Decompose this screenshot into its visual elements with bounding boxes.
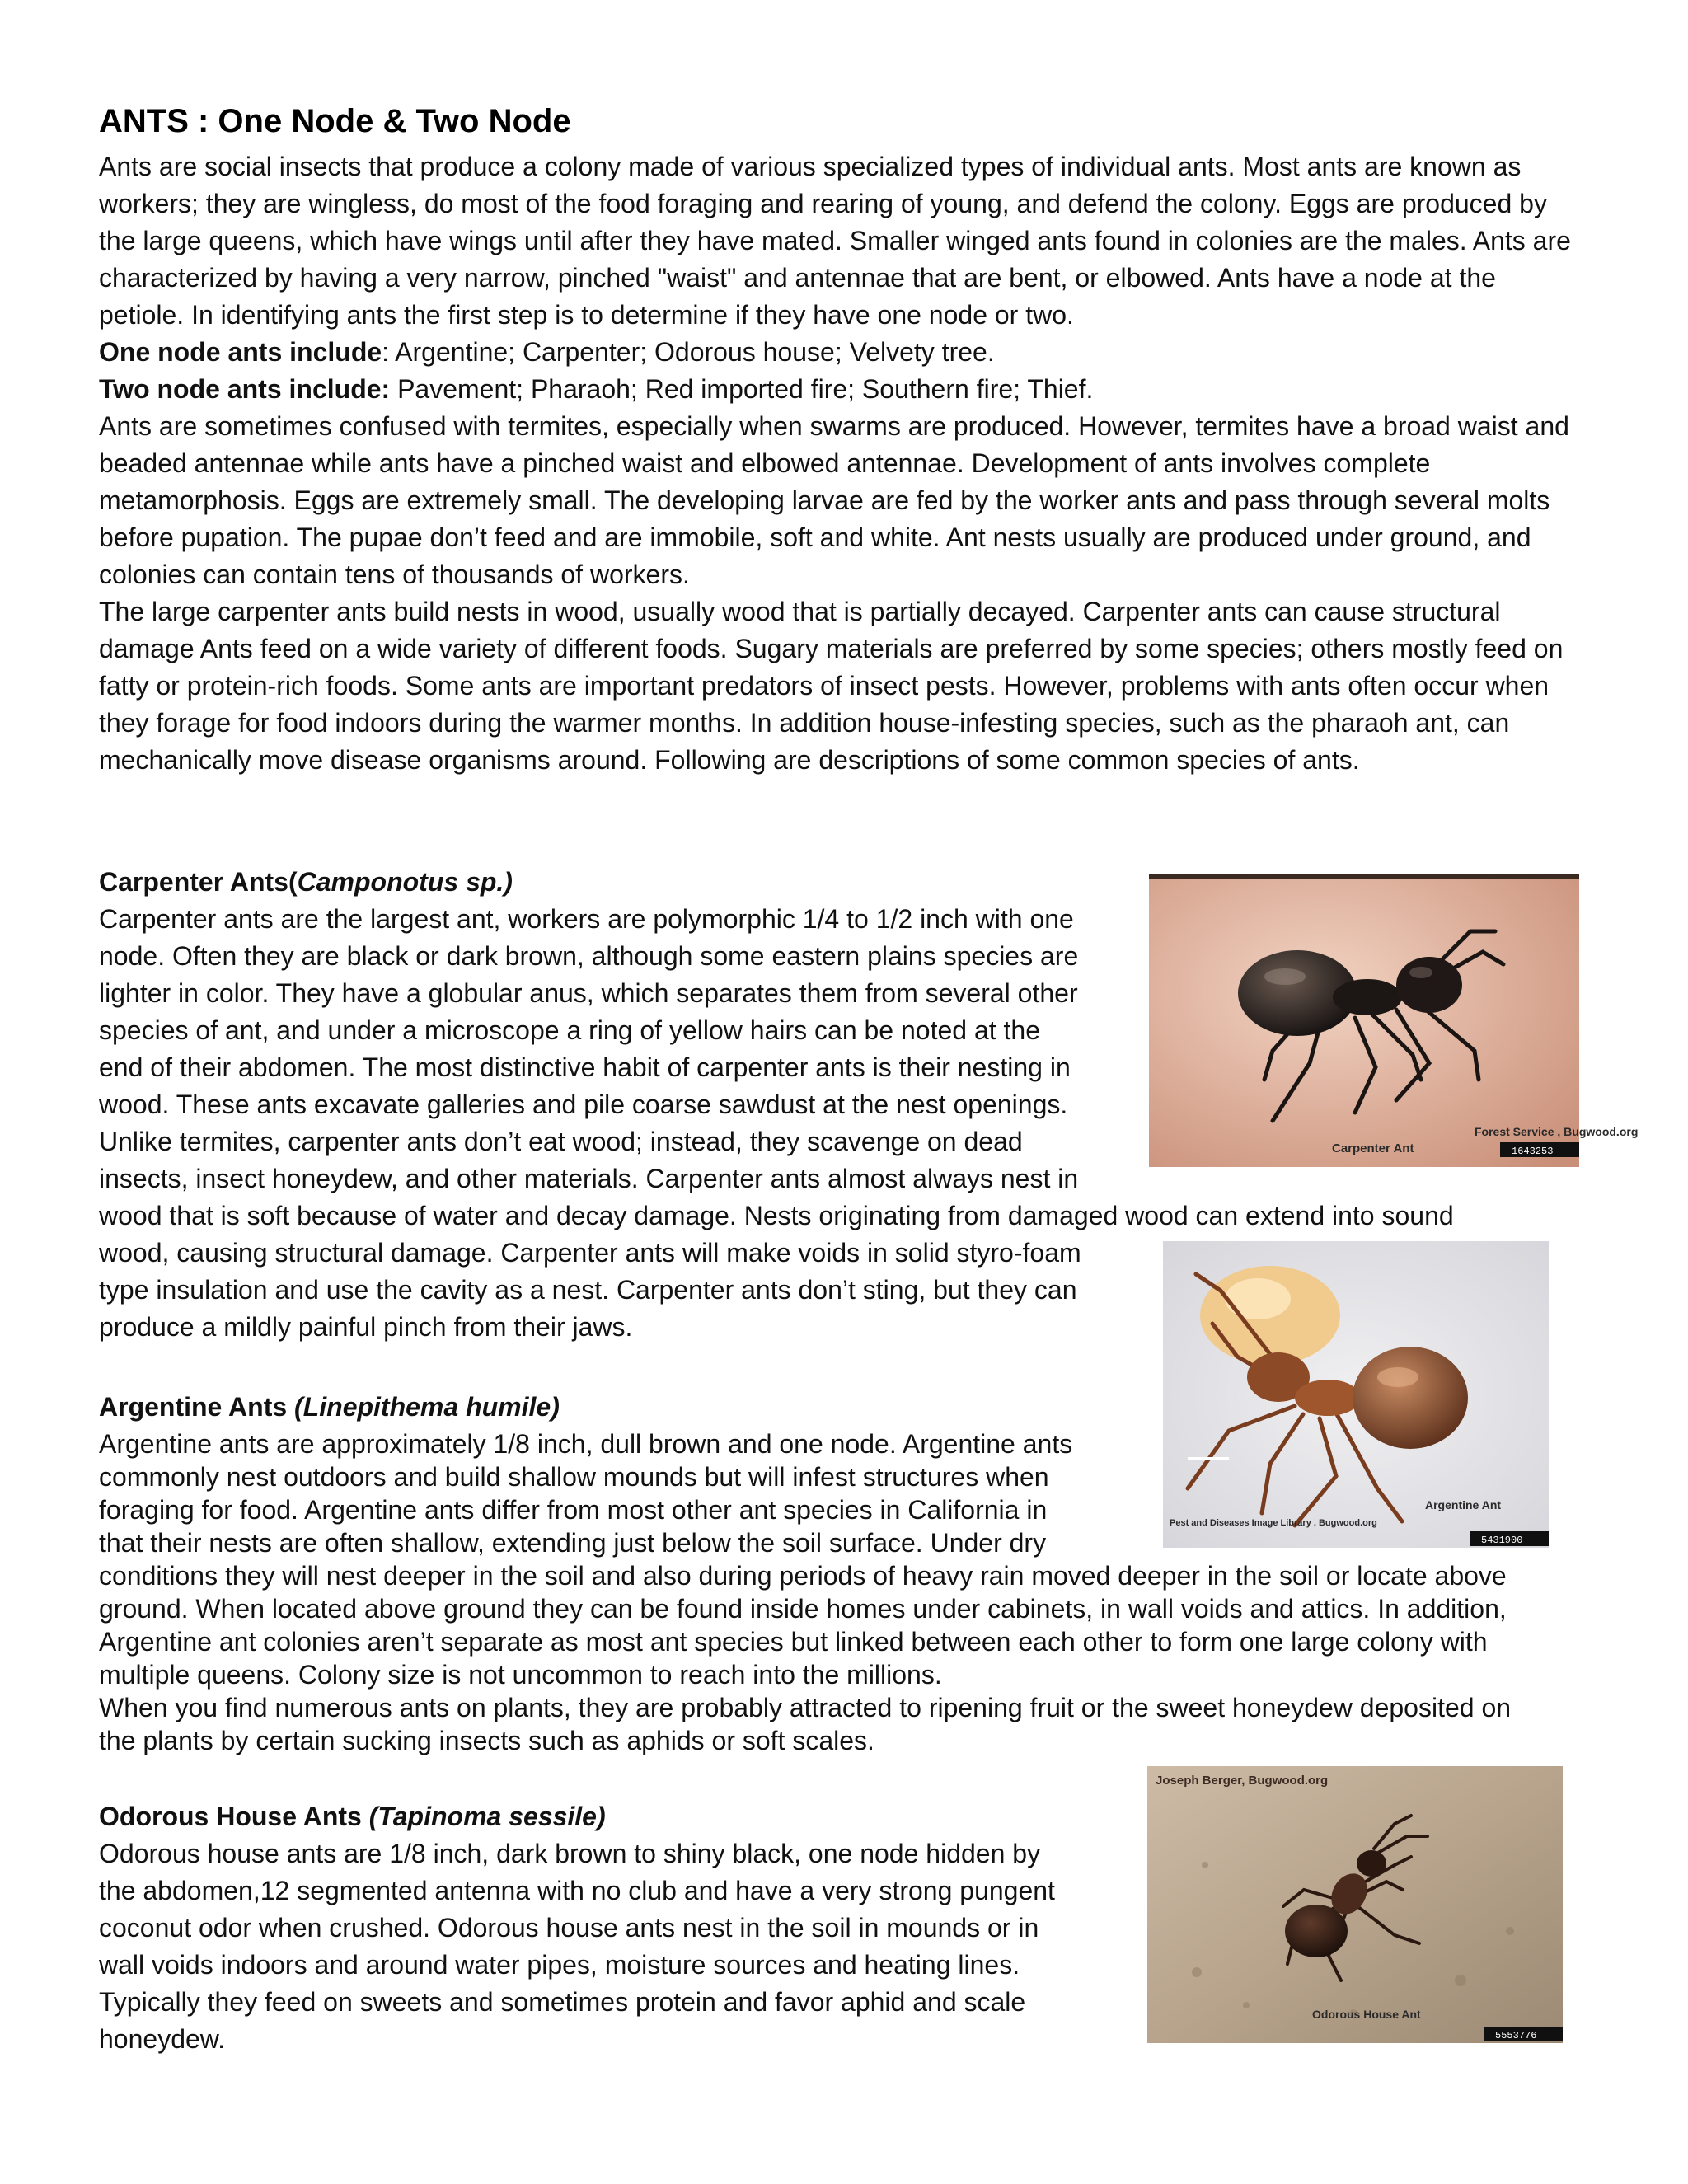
one-node-line: [99, 334, 1582, 371]
carpenter-line: species of ant, and under a microscope a ring of yellow hairs can be noted at the: [99, 1015, 1041, 1045]
odorous-photo-caption: Odorous House Ant: [1312, 2008, 1421, 2021]
argentine-line: When you find numerous ants on plants, they are probably attracted to ripening fruit or the sweet honeydew deposited on: [99, 1693, 1512, 1722]
argentine-line: the plants by certain sucking insects such as aphids or soft scales.: [99, 1726, 874, 1755]
page-title: ANTS : One Node & Two Node: [99, 103, 571, 139]
carpenter-heading: Carpenter Ants(Camponotus sp.): [99, 867, 513, 897]
argentine-line: multiple queens. Colony size is not uncommon to reach into the millions.: [99, 1660, 942, 1690]
argentine-ant-photo: [1163, 1241, 1549, 1548]
carpenter-line: produce a mildly painful pinch from their jaws.: [99, 1312, 633, 1342]
argentine-line: Argentine ant colonies aren’t separate as most ant species but linked between each other to form one large colony with: [99, 1627, 1488, 1657]
carpenter-ant-illustration: [1149, 874, 1639, 1167]
odorous-ant-photo: [1147, 1766, 1563, 2043]
carpenter-line: lighter in color. They have a globular anus, which separates them from several other: [99, 978, 1078, 1008]
feeding-paragraph: The large carpenter ants build nests in wood, usually wood that is partially decayed. Carpenter ants can cause structural damage Ants feed on a wide variety of different foods. Sugary materials are preferred by some species; others mostly feed on fatty or protein-rich foods. Some ants are important predators of insect pests. However, problems with ants often occur when they forage for food indoors during the warmer months. In addition house-infesting species, such as the pharaoh ant, can mechanically move disease organisms around. Following are descriptions of some common species of ants.: [99, 597, 1564, 775]
two-node-label: Two node ants include:: [99, 374, 391, 404]
argentine-ant-illustration: [1163, 1241, 1549, 1548]
argentine-line: Argentine ants are approximately 1/8 inch, dull brown and one node. Argentine ants: [99, 1429, 1073, 1459]
carpenter-line: Carpenter ants are the largest ant, workers are polymorphic 1/4 to 1/2 inch with one: [99, 904, 1074, 934]
odorous-photo-id: 5553776: [1495, 2030, 1537, 2041]
argentine-line: that their nests are often shallow, extending just below the soil surface. Under dry: [99, 1528, 1047, 1558]
argentine-photo-caption: Argentine Ant: [1425, 1498, 1502, 1511]
odorous-line: honeydew.: [99, 2024, 226, 2054]
carpenter-line: wood, causing structural damage. Carpenter ants will make voids in solid styro-foam: [99, 1238, 1081, 1268]
two-node-line: [99, 371, 1582, 408]
odorous-line: Typically they feed on sweets and sometimes protein and favor aphid and scale: [99, 1987, 1026, 2017]
odorous-photo-credit: Joseph Berger, Bugwood.org: [1156, 1774, 1329, 1788]
odorous-line: the abdomen,12 segmented antenna with no club and have a very strong pungent: [99, 1876, 1055, 1905]
carpenter-line: node. Often they are black or dark brown, although some eastern plains species are: [99, 941, 1079, 971]
carpenter-photo-id: 1643253: [1512, 1146, 1554, 1157]
intro-section: [99, 148, 1582, 779]
argentine-photo-credit: Pest and Diseases Image Library , Bugwood.org: [1170, 1518, 1377, 1528]
carpenter-line: end of their abdomen. The most distinctive habit of carpenter ants is their nesting in: [99, 1052, 1071, 1082]
intro-paragraph: Ants are social insects that produce a colony made of various specialized types of individual ants. Most ants are known as workers; they are wingless, do most of the food foraging and rearing of young, and defend the colony. Eggs are produced by the large queens, which have wings until after they have mated. Smaller winged ants found in colonies are the males. Ants are characterized by having a very narrow, pinched "waist" and antennae that are bent, or elbowed. Ants have a node at the petiole. In identifying ants the first step is to determine if they have one node or two.: [99, 152, 1571, 330]
carpenter-photo-caption: Carpenter Ant: [1332, 1141, 1414, 1155]
odorous-line: wall voids indoors and around water pipes, moisture sources and heating lines.: [99, 1950, 1020, 1980]
odorous-heading: Odorous House Ants (Tapinoma sessile): [99, 1802, 606, 1831]
carpenter-line: wood that is soft because of water and decay damage. Nests originating from damaged wood can extend into sound: [99, 1201, 1454, 1230]
odorous-line: Odorous house ants are 1/8 inch, dark brown to shiny black, one node hidden by: [99, 1839, 1041, 1868]
argentine-line: commonly nest outdoors and build shallow mounds but will infest structures when: [99, 1462, 1049, 1492]
carpenter-line: type insulation and use the cavity as a nest. Carpenter ants don’t sting, but they can: [99, 1275, 1077, 1305]
one-node-label: One node ants include: [99, 337, 382, 367]
odorous-line: coconut odor when crushed. Odorous house ants nest in the soil in mounds or in: [99, 1913, 1039, 1943]
argentine-line: foraging for food. Argentine ants differ from most other ant species in California in: [99, 1495, 1048, 1525]
carpenter-line: insects, insect honeydew, and other materials. Carpenter ants almost always nest in: [99, 1164, 1079, 1193]
carpenter-line: Unlike termites, carpenter ants don’t eat wood; instead, they scavenge on dead: [99, 1127, 1023, 1156]
argentine-line: conditions they will nest deeper in the soil and also during periods of heavy rain moved deeper in the soil or locate above: [99, 1561, 1507, 1591]
argentine-heading: Argentine Ants (Linepithema humile): [99, 1392, 560, 1422]
carpenter-ant-photo: [1149, 874, 1639, 1167]
argentine-line: ground. When located above ground they can be found inside homes under cabinets, in wall voids and attics. In addition,: [99, 1594, 1507, 1624]
carpenter-photo-credit: Forest Service , Bugwood.org: [1475, 1125, 1639, 1138]
carpenter-line: wood. These ants excavate galleries and pile coarse sawdust at the nest openings.: [99, 1090, 1068, 1119]
one-node-list: : Argentine; Carpenter; Odorous house; Velvety tree.: [382, 337, 995, 367]
argentine-photo-id: 5431900: [1481, 1535, 1523, 1546]
termite-paragraph: Ants are sometimes confused with termites, especially when swarms are produced. However, termites have a broad waist and beaded antennae while ants have a pinched waist and elbowed antennae. Development of ants involves complete metamorphosis. Eggs are extremely small. The developing larvae are fed by the worker ants and pass through several molts before pupation. The pupae don’t feed and are immobile, soft and white. Ant nests usually are produced under ground, and colonies can contain tens of thousands of workers.: [99, 411, 1569, 589]
two-node-list: Pavement; Pharaoh; Red imported fire; Southern fire; Thief.: [390, 374, 1094, 404]
odorous-ant-illustration: [1147, 1766, 1563, 2043]
